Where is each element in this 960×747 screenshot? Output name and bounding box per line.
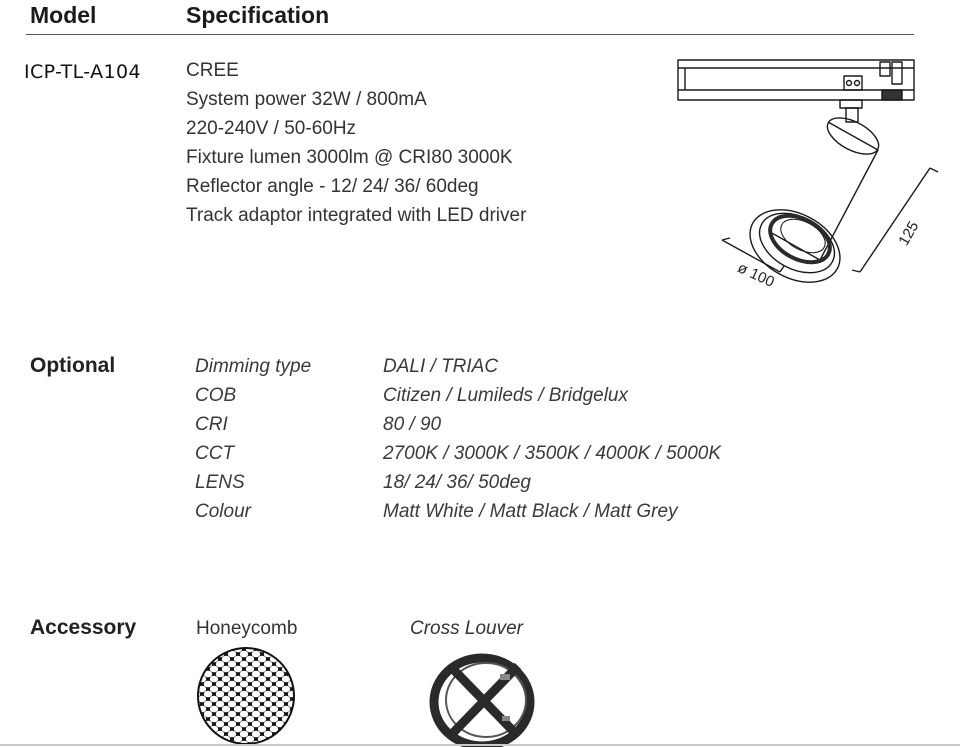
optional-label: COB xyxy=(195,385,237,406)
accessory-name: Honeycomb xyxy=(196,618,298,639)
spec-item: 220-240V / 50-60Hz xyxy=(186,118,357,139)
spec-item: Track adaptor integrated with LED driver xyxy=(186,205,527,226)
optional-value: Citizen / Lumileds / Bridgelux xyxy=(383,385,628,406)
length-dimension-label: 125 xyxy=(895,218,923,249)
optional-row xyxy=(195,385,835,414)
spec-item: Fixture lumen 3000lm @ CRI80 3000K xyxy=(186,147,513,168)
accessory-name: Cross Louver xyxy=(410,618,523,639)
diameter-dimension-label: ø 100 xyxy=(734,259,777,291)
honeycomb-image xyxy=(196,644,298,746)
optional-row xyxy=(195,443,835,472)
optional-row xyxy=(195,414,835,443)
header-divider xyxy=(26,34,914,35)
specification-list xyxy=(186,58,526,232)
optional-value: DALI / TRIAC xyxy=(383,356,499,377)
fixture-cylinder xyxy=(770,122,878,260)
optional-label: Colour xyxy=(195,501,251,522)
page-bottom-border xyxy=(0,744,960,746)
specification-heading: Specification xyxy=(186,2,330,28)
optional-value: Matt White / Matt Black / Matt Grey xyxy=(383,501,678,522)
model-heading: Model xyxy=(30,2,97,28)
optional-label: CRI xyxy=(195,414,228,435)
optional-label: Dimming type xyxy=(195,356,312,377)
optional-row xyxy=(195,501,835,530)
optional-row xyxy=(195,356,835,385)
accessory-heading: Accessory xyxy=(30,616,137,639)
optional-label: LENS xyxy=(195,472,245,493)
optional-value: 80 / 90 xyxy=(383,414,442,435)
spec-item: System power 32W / 800mA xyxy=(186,89,427,110)
cross-louver-image xyxy=(430,644,540,746)
optional-value: 18/ 24/ 36/ 50deg xyxy=(383,472,531,493)
spec-item: CREE xyxy=(186,60,239,81)
spec-item: Reflector angle - 12/ 24/ 36/ 60deg xyxy=(186,176,479,197)
optional-heading: Optional xyxy=(30,354,116,377)
product-drawing xyxy=(660,40,960,310)
optional-label: CCT xyxy=(195,443,235,464)
optional-row xyxy=(195,472,835,501)
model-number: ICP-TL-A104 xyxy=(24,61,141,83)
track-adaptor-body xyxy=(678,60,914,100)
optional-value: 2700K / 3000K / 3500K / 4000K / 5000K xyxy=(383,443,722,464)
